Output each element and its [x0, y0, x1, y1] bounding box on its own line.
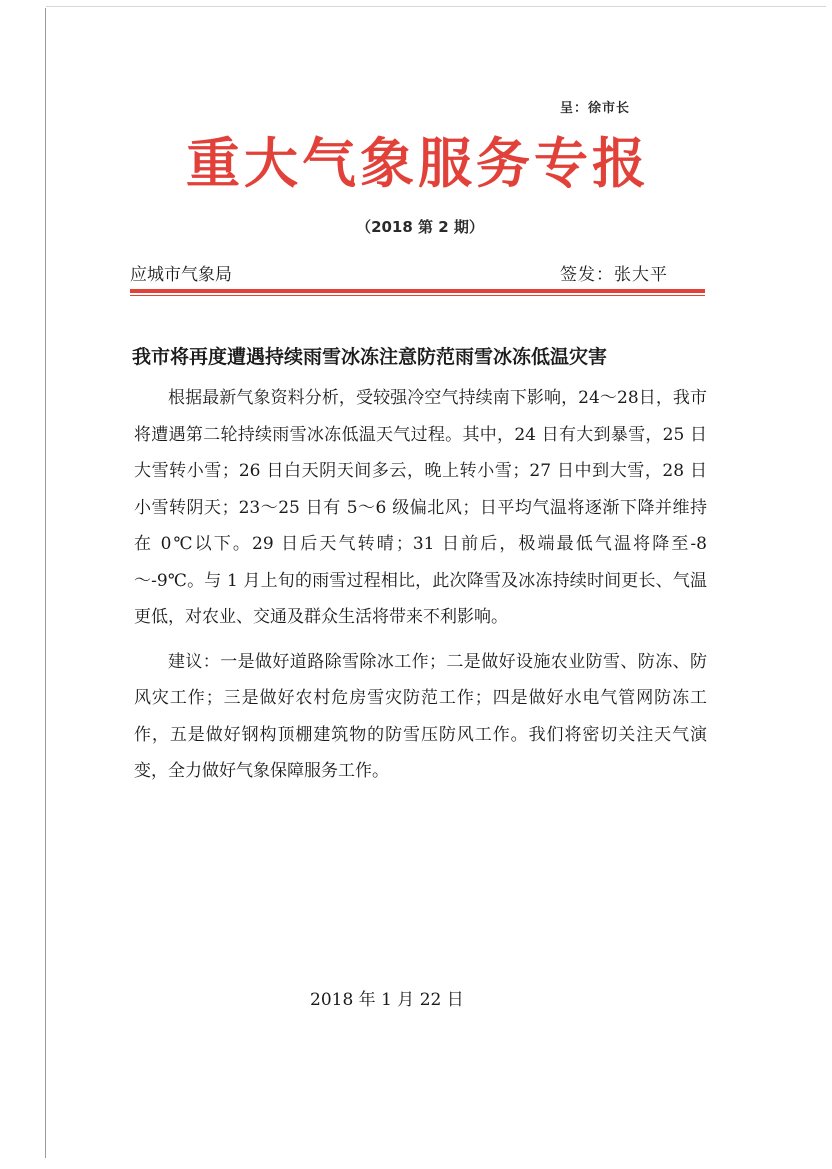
scan-margin-line — [45, 8, 46, 1158]
red-divider-thin — [130, 295, 705, 296]
issuing-organization: 应城市气象局 — [130, 265, 232, 285]
issue-date: 2018 年 1 月 22 日 — [310, 990, 464, 1010]
submit-to-note: 呈：徐市长 — [560, 101, 631, 116]
signer: 签发：张大平 — [560, 265, 668, 285]
scan-top-edge — [46, 6, 826, 7]
document-title: 重大气象服务专报 — [186, 132, 650, 195]
paragraph-suggestions: 建议：一是做好道路除雪除冰工作；二是做好设施农业防雪、防冻、防风灾工作；三是做好农村危房雪灾防范工作；四是做好水电气管网防冻工作，五是做好钢构顶棚建筑物的防雪压防风工作。我们将密切关注天气演变，全力做好气象保障服务工作。 — [134, 651, 707, 781]
red-divider-thick — [130, 289, 705, 293]
article-headline: 我市将再度遭遇持续雨雪冰冻注意防范雨雪冰冻低温灾害 — [132, 346, 608, 368]
issue-number: （2018 第 2 期） — [356, 218, 484, 236]
article-body — [134, 380, 707, 790]
paragraph-forecast: 根据最新气象资料分析，受较强冷空气持续南下影响，24～28日，我市将遭遇第二轮持续雨雪冰冻低温天气过程。其中，24 日有大到暴雪，25 日大雪转小雪；26 日白天阴天间多云，晚上转小雪；27 日中到大雪，28 日小雪转阴天；23～25 日有 5～6 级偏北风；日平均气温将逐渐下降并维持在 0℃以下。29 日后天气转晴；31 日前后，极端最低气温将降至-8～-9℃。与 1 月上旬的雨雪过程相比，此次降雪及冰冻持续时间更长、气温更低，对农业、交通及群众生活将带来不利影响。 — [134, 388, 707, 627]
